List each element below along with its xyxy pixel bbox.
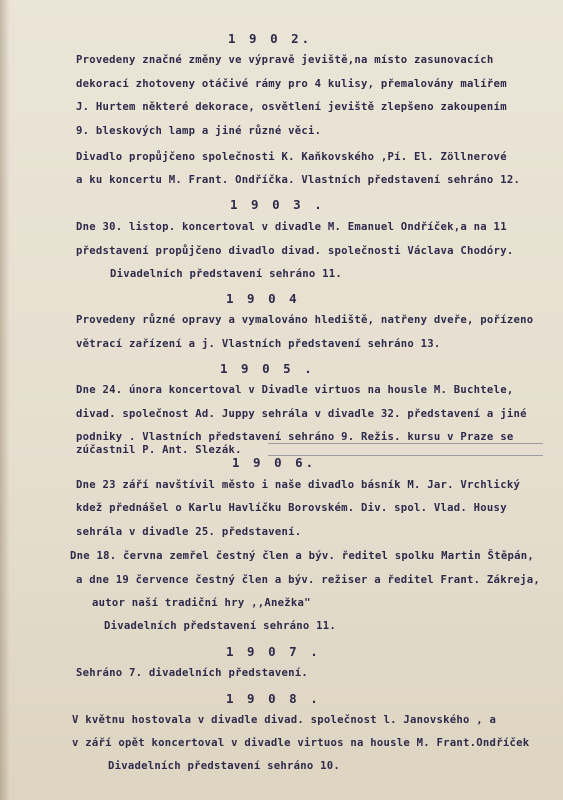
year-heading-1907: 1 9 0 7 . xyxy=(226,644,321,659)
handwritten-annotation-underline xyxy=(268,443,543,444)
text-line: představení propůjčeno divadlo divad. společnosti Václava Chodóry. xyxy=(76,245,514,257)
text-line: sehrála v divadle 25. představení. xyxy=(76,526,302,538)
text-line: V květnu hostovala v divadle divad. společnost l. Janovského , a xyxy=(72,714,497,726)
text-line: 9. bleskových lamp a jiné různé věci. xyxy=(76,125,322,137)
year-heading-1908: 1 9 0 8 . xyxy=(226,691,321,706)
text-line: Divadelních představení sehráno 11. xyxy=(110,268,342,280)
text-line: divad. společnost Ad. Juppy sehrála v divadle 32. představení a jiné xyxy=(76,408,527,420)
text-line: autor naší tradiční hry ,,Anežka" xyxy=(92,597,311,609)
text-line: Dne 18. června zemřel čestný člen a býv. ředitel spolku Martin Štěpán, xyxy=(70,550,534,562)
text-line: Provedeny značné změny ve výpravě jeviště,na místo zasunovacích xyxy=(76,54,494,66)
text-line: kdež přednášel o Karlu Havlíčku Borovském. Div. spol. Vlad. Housy xyxy=(76,502,507,514)
text-line: podniky . Vlastních představení sehráno 9. Režis. kursu v Praze se xyxy=(76,431,514,443)
text-line: zúčastnil P. Ant. Slezák. xyxy=(76,444,242,456)
text-line: Dne 23 září navštívil město i naše divadlo básník M. Jar. Vrchlický xyxy=(76,479,521,491)
text-line: a ku koncertu M. Frant. Ondříčka. Vlastních představení sehráno 12. xyxy=(76,174,521,186)
year-heading-1902: 1 9 0 2. xyxy=(228,31,313,46)
year-heading-1903: 1 9 0 3 . xyxy=(230,197,325,212)
text-line: Dne 30. listop. koncertoval v divadle M. Emanuel Ondříček,a na 11 xyxy=(76,221,507,233)
year-heading-1906: 1 9 0 6. xyxy=(232,455,317,470)
text-line: dekorací zhotoveny otáčivé rámy pro 4 kulisy, přemalovány malířem xyxy=(76,78,507,90)
year-heading-1905: 1 9 0 5 . xyxy=(220,361,315,376)
text-line: Divadelních představení sehráno 11. xyxy=(104,620,336,632)
text-line: Divadelních představení sehráno 10. xyxy=(108,760,340,772)
text-line: J. Hurtem některé dekorace, osvětlení jeviště zlepšeno zakoupením xyxy=(76,101,507,113)
text-line: Provedeny různé opravy a vymalováno hlediště, natřeny dveře, pořízeno xyxy=(76,314,534,326)
year-heading-1904: 1 9 0 4 xyxy=(226,291,300,306)
text-line: Divadlo propůjčeno společnosti K. Kaňkovského ,Pí. El. Zöllnerové xyxy=(76,151,507,163)
text-line: v září opět koncertoval v divadle virtuos na housle M. Frant.Ondříček xyxy=(72,737,530,749)
text-line: Dne 24. února koncertoval v Divadle virtuos na housle M. Buchtele, xyxy=(76,384,514,396)
text-line: Sehráno 7. divadelních představení. xyxy=(76,667,308,679)
text-line: a dne 19 července čestný člen a býv. režiser a ředitel Frant. Zákreja, xyxy=(76,574,540,586)
text-line: větrací zařízení a j. Vlastních představení sehráno 13. xyxy=(76,338,441,350)
